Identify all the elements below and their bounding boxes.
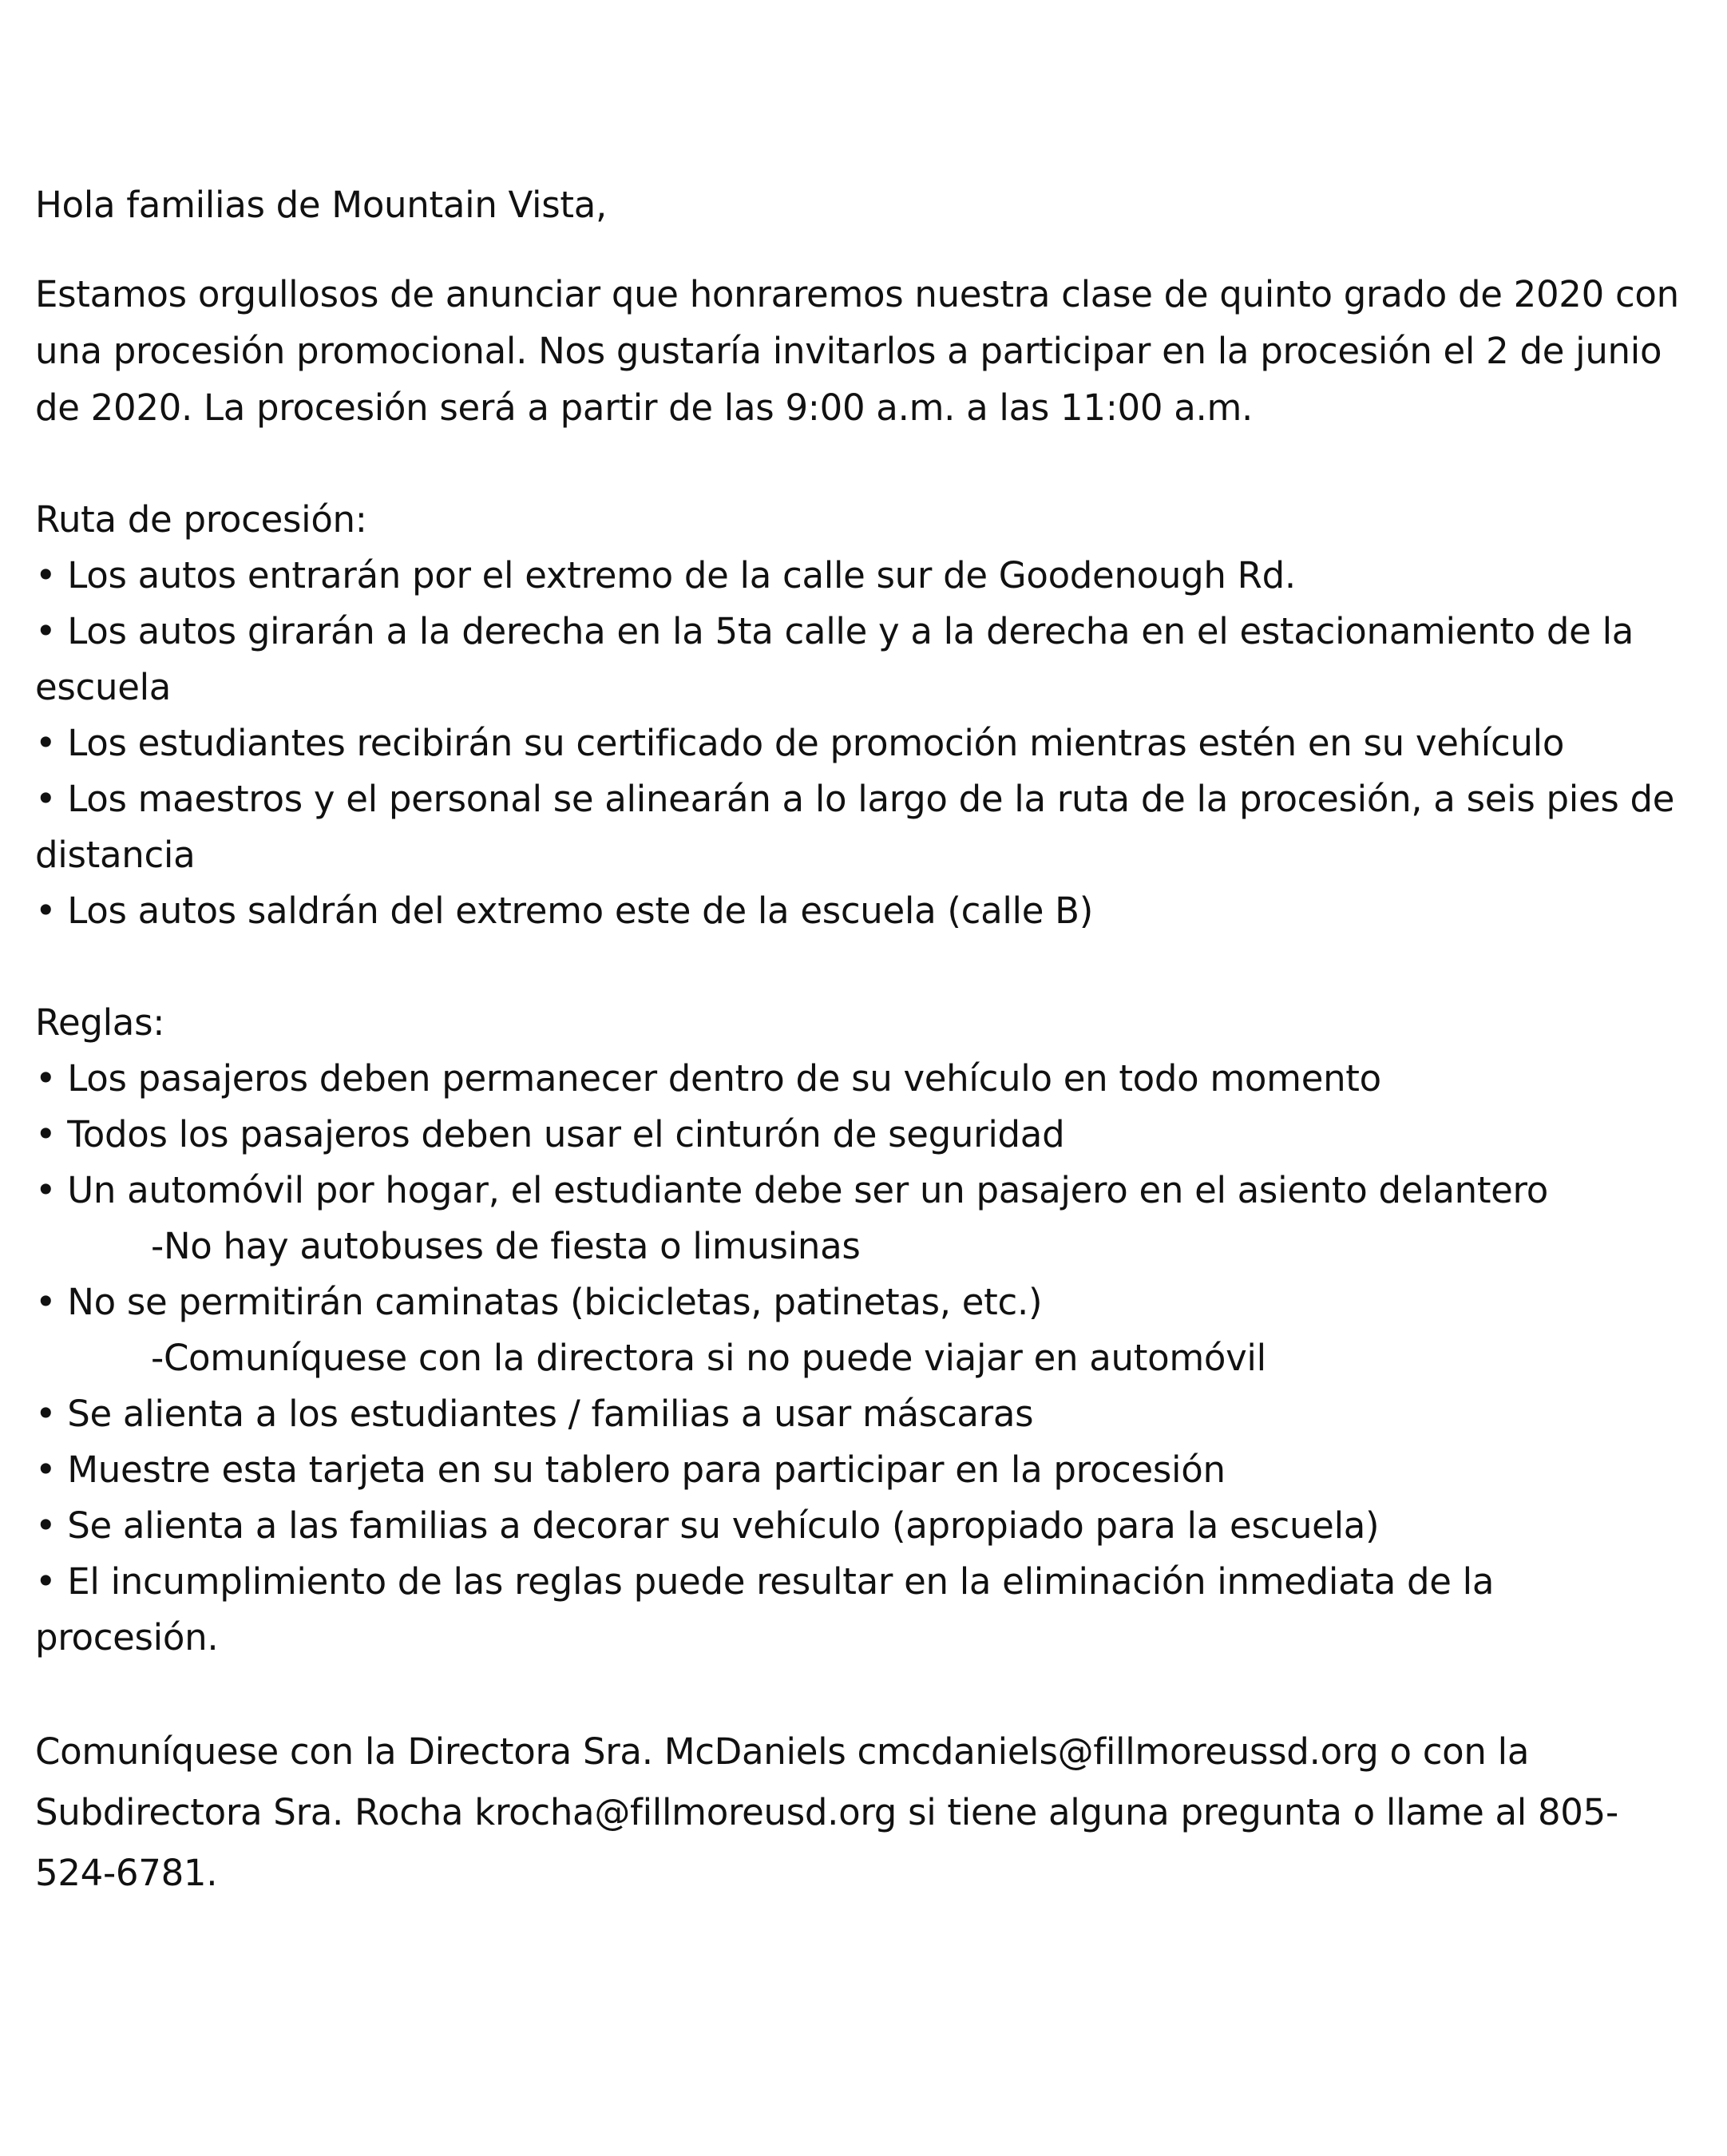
intro-paragraph: Estamos orgullosos de anunciar que honraremos nuestra clase de quinto grado de 2020 con una procesión promocional. Nos gustaría invitarlos a participar en la procesión el 2 de junio de 2020. La procesión será a partir de las 9:00 a.m. a las 11:00 a.m. bbox=[35, 273, 1679, 429]
route-list bbox=[35, 548, 1688, 939]
rule-item: • El incumplimiento de las reglas puede resultar en la eliminación inmediata de la procesión. bbox=[35, 1560, 1495, 1659]
contact-paragraph: Comuníquese con la Directora Sra. McDaniels cmcdaniels@fillmoreussd.org o con la Subdirectora Sra. Rocha krocha@fillmoreusd.org si tiene alguna pregunta o llame al 805-524-6781. bbox=[35, 1730, 1618, 1894]
rules-title: Reglas: bbox=[35, 1001, 165, 1044]
rule-sub-item: -Comuníquese con la directora si no puede viajar en automóvil bbox=[151, 1337, 1266, 1379]
rule-item: • Se alienta a los estudiantes / familias a usar máscaras bbox=[35, 1393, 1034, 1435]
spacer bbox=[35, 436, 1688, 492]
rule-item: • Se alienta a las familias a decorar su vehículo (apropiado para la escuela) bbox=[35, 1504, 1380, 1547]
route-title: Ruta de procesión: bbox=[35, 498, 367, 541]
route-item: • Los estudiantes recibirán su certificado de promoción mientras estén en su vehículo bbox=[35, 722, 1565, 764]
rule-item-text: • Un automóvil por hogar, el estudiante debe ser un pasajero en el asiento delantero bbox=[35, 1169, 1548, 1211]
rule-item: • Muestre esta tarjeta en su tablero para participar en la procesión bbox=[35, 1449, 1226, 1491]
rule-item: • Todos los pasajeros deben usar el cinturón de seguridad bbox=[35, 1113, 1065, 1155]
rule-item: • Los pasajeros deben permanecer dentro de su vehículo en todo momento bbox=[35, 1057, 1381, 1100]
greeting: Hola familias de Mountain Vista, bbox=[35, 184, 608, 226]
route-item: • Los maestros y el personal se alinearán a lo largo de la ruta de la procesión, a seis pies de distancia bbox=[35, 778, 1675, 876]
spacer bbox=[35, 939, 1688, 995]
rule-item-text: • No se permitirán caminatas (bicicletas, patinetas, etc.) bbox=[35, 1281, 1043, 1323]
rules-list bbox=[35, 1051, 1688, 1666]
letter-page bbox=[35, 177, 1688, 1904]
route-item: • Los autos entrarán por el extremo de la calle sur de Goodenough Rd. bbox=[35, 554, 1296, 596]
spacer bbox=[35, 1666, 1688, 1722]
rule-item bbox=[35, 1163, 1688, 1274]
rule-item bbox=[35, 1274, 1688, 1386]
rule-sub-item: -No hay autobuses de fiesta o limusinas bbox=[151, 1225, 861, 1267]
route-item: • Los autos saldrán del extremo este de la escuela (calle B) bbox=[35, 890, 1093, 932]
route-item: • Los autos girarán a la derecha en la 5ta calle y a la derecha en el estacionamiento de la escuela bbox=[35, 610, 1634, 708]
